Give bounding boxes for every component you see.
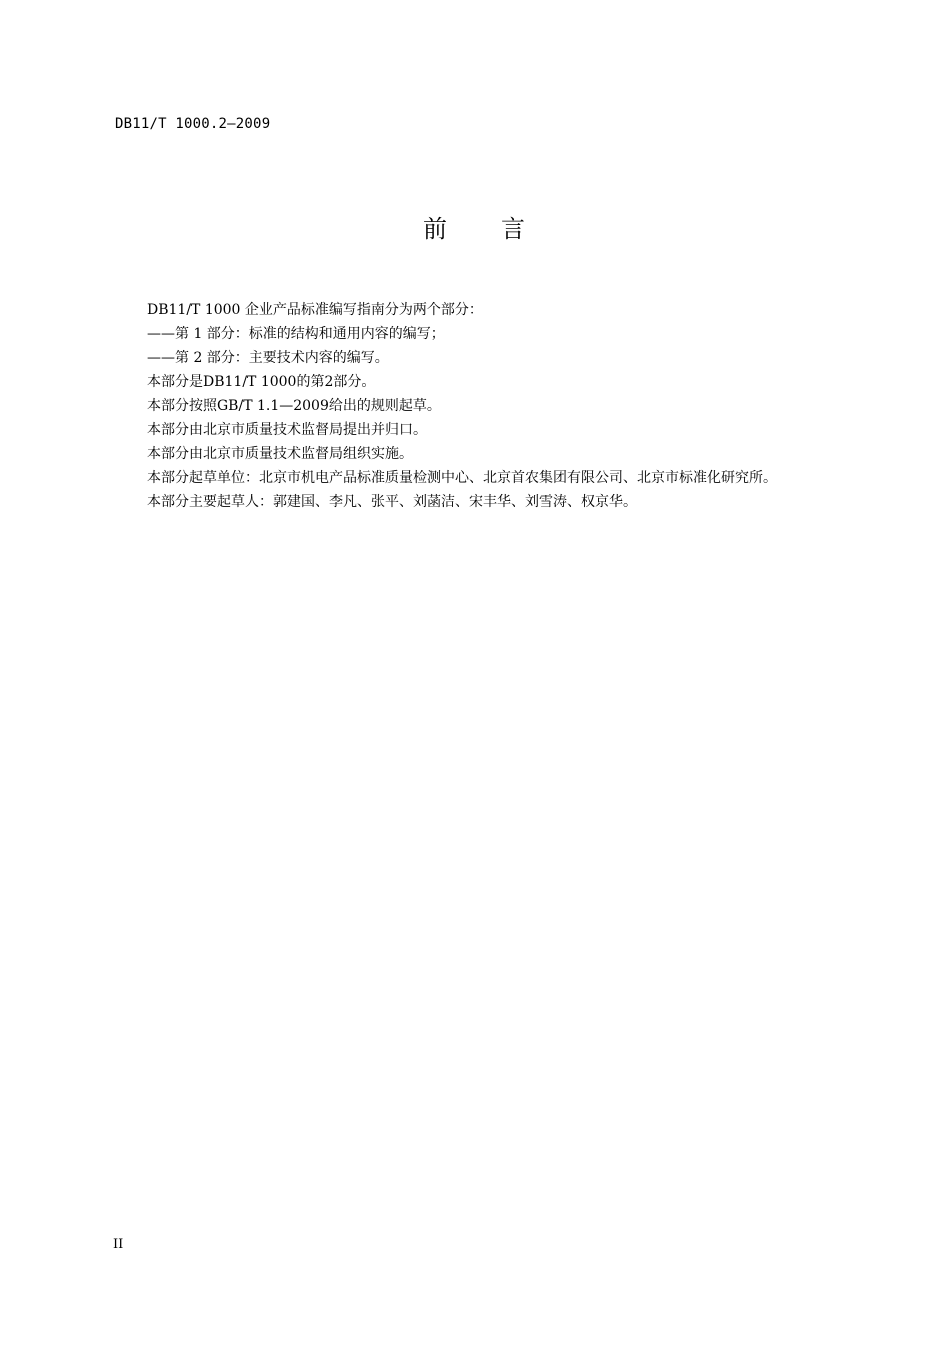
paragraph-proposed-by: 本部分由北京市质量技术监督局提出并归口。: [147, 422, 427, 438]
paragraph-part-1: ——第 1 部分：标准的结构和通用内容的编写；: [147, 326, 445, 342]
paragraph-drafting-units: 本部分起草单位：北京市机电产品标准质量检测中心、北京首农集团有限公司、北京市标准化研究所。: [147, 470, 777, 486]
title-char-2: 言: [501, 215, 527, 243]
document-code: DB11/T 1000.2—2009: [115, 116, 271, 132]
paragraph-parts-intro: DB11/T 1000 企业产品标准编写指南分为两个部分：: [147, 302, 483, 318]
foreword-body: [115, 298, 865, 514]
paragraph-drafters: 本部分主要起草人：郭建国、李凡、张平、刘菡洁、宋丰华、刘雪涛、权京华。: [147, 494, 637, 510]
paragraph-implemented-by: 本部分由北京市质量技术监督局组织实施。: [147, 446, 413, 462]
page-number: II: [113, 1237, 124, 1252]
page-title: [0, 211, 950, 247]
paragraph-part-2: ——第 2 部分：主要技术内容的编写。: [147, 350, 389, 366]
title-char-1: 前: [423, 215, 449, 243]
paragraph-this-part: 本部分是DB11/T 1000的第2部分。: [147, 374, 376, 390]
paragraph-drafting-rules: 本部分按照GB/T 1.1—2009给出的规则起草。: [147, 398, 441, 414]
